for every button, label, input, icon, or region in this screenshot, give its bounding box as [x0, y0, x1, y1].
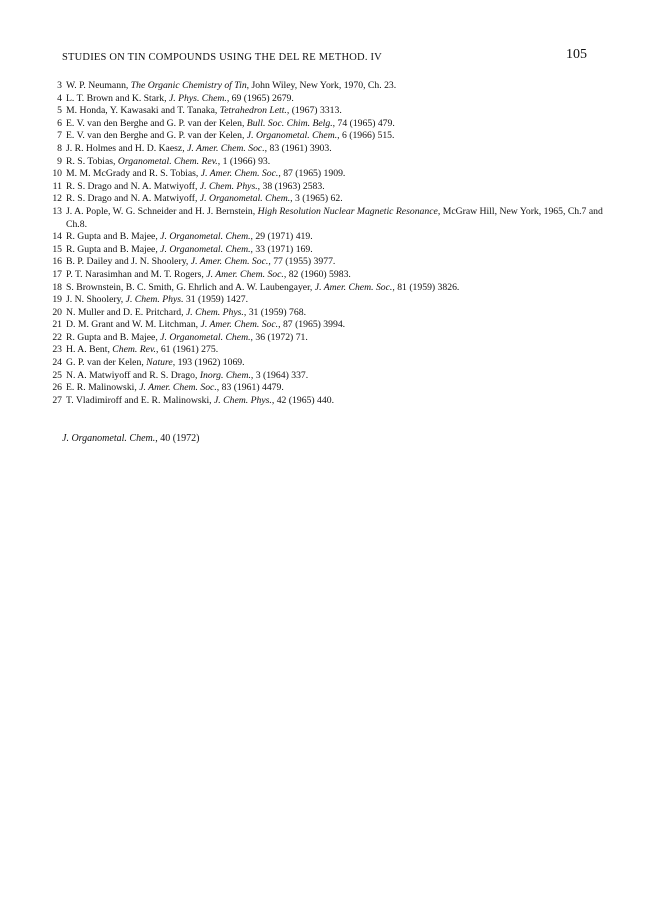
reference-text: [66, 118, 395, 129]
reference-number: 10: [52, 168, 62, 180]
reference-text: [66, 181, 325, 192]
reference-number: 24: [52, 357, 62, 369]
reference-text: [66, 269, 351, 280]
reference-number: 9: [57, 155, 62, 167]
reference-segment: M. M. McGrady and R. S. Tobias,: [66, 168, 201, 180]
reference-segment: , 83 (1961) 3903.: [264, 142, 332, 154]
reference-segment: R. Gupta and B. Majee,: [66, 243, 161, 255]
reference-item: [48, 105, 608, 118]
reference-text: [66, 130, 394, 141]
reference-number: 8: [57, 142, 62, 154]
reference-segment: , 77 (1955) 3977.: [268, 256, 336, 268]
reference-italic-title: J. Organometal. Chem.: [160, 231, 251, 243]
reference-italic-title: Tetrahedron Lett.: [219, 105, 287, 117]
reference-number: 23: [52, 344, 62, 356]
reference-text: [66, 80, 396, 91]
reference-segment: , 61 (1961) 275.: [155, 344, 219, 356]
reference-segment: N. A. Matwiyoff and R. S. Drago,: [66, 369, 200, 381]
reference-segment: E. V. van den Berghe and G. P. van der Kelen,: [66, 130, 247, 142]
reference-text: [66, 156, 270, 167]
reference-segment: E. R. Malinowski,: [66, 382, 140, 394]
reference-item: [48, 193, 608, 206]
reference-item: [48, 307, 608, 320]
reference-segment: , 6 (1966) 515.: [337, 130, 395, 142]
reference-segment: S. Brownstein, B. C. Smith, G. Ehrlich and A. W. Laubengayer,: [66, 281, 315, 293]
reference-item: [48, 269, 608, 282]
reference-text: [66, 244, 313, 255]
reference-italic-title: J. Chem. Phys.: [125, 294, 184, 306]
reference-item: [48, 344, 608, 357]
reference-italic-title: J. Amer. Chem. Soc.: [190, 256, 269, 268]
reference-segment: W. P. Neumann,: [66, 80, 131, 91]
reference-italic-title: J. Amer. Chem. Soc.: [187, 142, 265, 154]
journal-citation: [62, 433, 199, 444]
reference-italic-title: J. Phys. Chem.: [168, 92, 227, 104]
reference-segment: , 81 (1959) 3826.: [392, 281, 460, 293]
reference-segment: M. Honda, Y. Kawasaki and T. Tanaka,: [66, 105, 220, 117]
reference-number: 18: [52, 281, 62, 293]
reference-segment: , (1967) 3313.: [286, 105, 342, 117]
reference-item: [48, 80, 608, 93]
reference-segment: , McGraw Hill, New York, 1965, Ch.7 and Ch.8.: [66, 205, 603, 230]
reference-number: 5: [57, 105, 62, 117]
reference-text: [66, 93, 294, 104]
reference-text: [66, 143, 332, 154]
running-title: STUDIES ON TIN COMPOUNDS USING THE DEL RE METHOD. IV: [62, 52, 382, 63]
reference-number: 27: [52, 394, 62, 406]
reference-item: [48, 156, 608, 169]
reference-text: [66, 319, 345, 330]
reference-segment: , 193 (1962) 1069.: [172, 357, 245, 369]
reference-item: [48, 130, 608, 143]
reference-number: 20: [52, 306, 62, 318]
reference-number: 15: [52, 243, 62, 255]
reference-italic-title: J. Organometal. Chem.: [246, 130, 338, 142]
reference-item: [48, 395, 608, 408]
reference-segment: , 1 (1966) 93.: [217, 155, 271, 167]
reference-text: [66, 370, 308, 381]
journal-volume-year: , 40 (1972): [155, 433, 200, 444]
reference-segment: L. T. Brown and K. Stark,: [66, 92, 169, 104]
reference-number: 6: [57, 117, 62, 129]
reference-segment: , 87 (1965) 3994.: [278, 319, 346, 331]
reference-italic-title: Organometal. Chem. Rev.: [117, 155, 218, 167]
reference-segment: , 83 (1961) 4479.: [216, 382, 284, 394]
reference-segment: , 38 (1963) 2583.: [257, 180, 325, 192]
page-number: 105: [566, 47, 587, 62]
reference-text: [66, 168, 345, 179]
reference-text: [66, 382, 284, 393]
reference-segment: R. Gupta and B. Majee,: [66, 231, 161, 243]
reference-text: [66, 193, 343, 204]
reference-number: 4: [57, 92, 62, 104]
reference-text: [66, 332, 308, 343]
reference-item: [48, 382, 608, 395]
reference-segment: N. Muller and D. E. Pritchard,: [66, 306, 186, 318]
reference-italic-title: J. Amer. Chem. Soc.: [200, 319, 279, 331]
reference-segment: J. R. Holmes and H. D. Kaesz,: [66, 142, 188, 154]
reference-number: 26: [52, 382, 62, 394]
reference-number: 11: [52, 180, 62, 192]
reference-segment: , 29 (1971) 419.: [250, 231, 313, 243]
reference-segment: , 82 (1960) 5983.: [283, 268, 351, 280]
reference-italic-title: The Organic Chemistry of Tin: [130, 80, 247, 91]
reference-segment: B. P. Dailey and J. N. Shoolery,: [66, 256, 191, 268]
journal-name: J. Organometal. Chem.: [62, 433, 156, 444]
reference-italic-title: Chem. Rev.: [112, 344, 156, 356]
reference-segment: , 74 (1965) 479.: [332, 117, 395, 129]
reference-item: [48, 181, 608, 194]
reference-segment: , 3 (1964) 337.: [250, 369, 309, 381]
reference-text: [66, 206, 603, 230]
reference-item: [48, 282, 608, 295]
reference-segment: T. Vladimiroff and E. R. Malinowski,: [66, 394, 214, 406]
reference-item: [48, 168, 608, 181]
reference-segment: 31 (1959) 1427.: [183, 294, 249, 306]
reference-segment: H. A. Bent,: [66, 344, 113, 356]
reference-segment: , 3 (1965) 62.: [290, 193, 343, 205]
reference-number: 25: [52, 369, 62, 381]
reference-segment: R. S. Tobias,: [66, 155, 118, 167]
reference-segment: , 33 (1971) 169.: [250, 243, 313, 255]
reference-number: 13: [52, 205, 62, 217]
reference-segment: , 87 (1965) 1909.: [278, 168, 346, 180]
reference-italic-title: J. Organometal. Chem.: [199, 193, 291, 205]
reference-list: [48, 80, 608, 407]
reference-segment: J. N. Shoolery,: [66, 294, 126, 306]
reference-italic-title: Inorg. Chem.: [199, 369, 251, 381]
reference-italic-title: J. Amer. Chem. Soc.: [206, 268, 284, 280]
reference-item: [48, 118, 608, 131]
reference-text: [66, 357, 245, 368]
reference-segment: R. S. Drago and N. A. Matwiyoff,: [66, 193, 200, 205]
reference-italic-title: J. Chem. Phys.: [186, 306, 244, 318]
reference-segment: P. T. Narasimhan and M. T. Rogers,: [66, 268, 207, 280]
reference-number: 21: [52, 319, 62, 331]
reference-item: [48, 357, 608, 370]
reference-item: [48, 370, 608, 383]
reference-italic-title: J. Amer. Chem. Soc.: [139, 382, 217, 394]
reference-number: 17: [52, 268, 62, 280]
reference-item: [48, 206, 608, 231]
reference-text: [66, 282, 459, 293]
reference-segment: , 42 (1965) 440.: [271, 394, 334, 406]
reference-number: 22: [52, 331, 62, 343]
reference-text: [66, 395, 334, 406]
reference-text: [66, 256, 335, 267]
reference-number: 7: [57, 130, 62, 142]
reference-text: [66, 231, 313, 242]
reference-italic-title: J. Chem. Phys.: [199, 180, 258, 192]
reference-segment: J. A. Pople, W. G. Schneider and H. J. Bernstein,: [66, 205, 258, 217]
reference-number: 16: [52, 256, 62, 268]
reference-item: [48, 93, 608, 106]
reference-italic-title: J. Chem. Phys.: [214, 394, 272, 406]
reference-segment: E. V. van den Berghe and G. P. van der Kelen,: [66, 117, 247, 129]
reference-number: 14: [52, 231, 62, 243]
reference-number: 12: [52, 193, 62, 205]
reference-number: 19: [52, 294, 62, 306]
reference-segment: , 69 (1965) 2679.: [226, 92, 294, 104]
reference-italic-title: High Resolution Nuclear Magnetic Resonance: [257, 205, 438, 217]
reference-segment: R. S. Drago and N. A. Matwiyoff,: [66, 180, 200, 192]
reference-italic-title: J. Organometal. Chem.: [160, 331, 251, 343]
reference-number: 3: [57, 80, 62, 91]
reference-italic-title: Bull. Soc. Chim. Belg.: [246, 117, 333, 129]
reference-segment: , 36 (1972) 71.: [250, 331, 308, 343]
reference-item: [48, 256, 608, 269]
reference-text: [66, 344, 218, 355]
reference-segment: R. Gupta and B. Majee,: [66, 331, 161, 343]
reference-item: [48, 294, 608, 307]
reference-text: [66, 105, 342, 116]
reference-segment: , 31 (1959) 768.: [243, 306, 306, 318]
reference-segment: D. M. Grant and W. M. Litchman,: [66, 319, 201, 331]
reference-item: [48, 332, 608, 345]
reference-item: [48, 231, 608, 244]
reference-italic-title: J. Amer. Chem. Soc.: [200, 168, 279, 180]
reference-text: [66, 294, 248, 305]
reference-segment: , John Wiley, New York, 1970, Ch. 23.: [246, 80, 397, 91]
reference-text: [66, 307, 306, 318]
reference-item: [48, 319, 608, 332]
reference-item: [48, 143, 608, 156]
reference-italic-title: Nature: [146, 357, 173, 369]
reference-item: [48, 244, 608, 257]
reference-italic-title: J. Organometal. Chem.: [160, 243, 251, 255]
reference-segment: G. P. van der Kelen,: [66, 357, 147, 369]
reference-italic-title: J. Amer. Chem. Soc.: [314, 281, 393, 293]
